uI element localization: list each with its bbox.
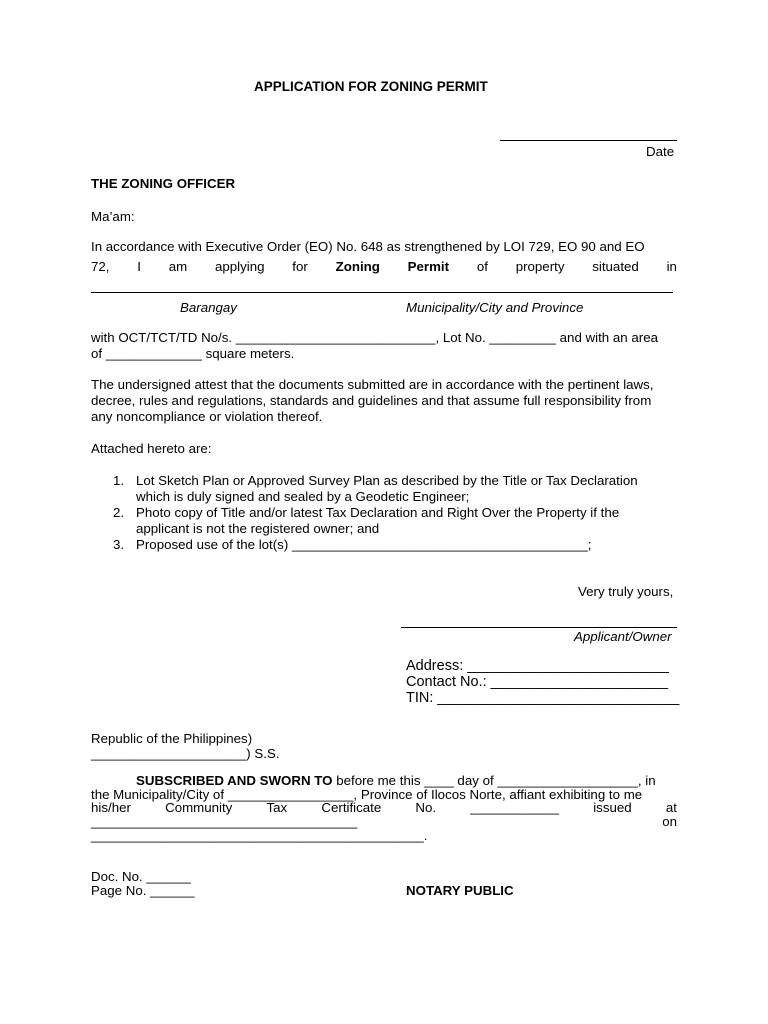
- word: Community: [165, 800, 233, 815]
- list-item-text: applicant is not the registered owner; and: [136, 521, 380, 536]
- page-no: Page No. ______: [91, 883, 195, 898]
- paragraph-justified-line: [91, 259, 677, 274]
- word: Certificate: [321, 800, 382, 815]
- fill-blank: ____________________________________: [91, 814, 358, 829]
- notary-public: NOTARY PUBLIC: [406, 883, 514, 898]
- word: his/her: [91, 800, 131, 815]
- oct-line: with OCT/TCT/TD No/s. ___________________________, Lot No. _________ and with an area: [91, 330, 658, 345]
- ss-line: _____________________) S.S.: [91, 746, 280, 761]
- contact-no-line: Contact No.: ______________________: [406, 674, 669, 690]
- address-line: Address: _________________________: [406, 658, 669, 674]
- list-number: 3.: [113, 537, 125, 552]
- jurat-line: [136, 773, 656, 788]
- area-line: of _____________ square meters.: [91, 346, 295, 361]
- jurat-line: _____________________________________________.: [91, 828, 428, 843]
- closing: Very truly yours,: [578, 584, 674, 599]
- word: at: [665, 800, 677, 815]
- location-fill-line: [91, 292, 673, 293]
- paragraph-line: In accordance with Executive Order (EO) No. 648 as strengthened by LOI 729, EO 90 and EO: [91, 239, 645, 254]
- word: of: [476, 259, 488, 274]
- word: applying: [214, 259, 265, 274]
- word: property: [515, 259, 565, 274]
- attest-line: The undersigned attest that the documents submitted are in accordance with the pertinent laws,: [91, 377, 654, 392]
- bold-word: Permit: [407, 259, 450, 274]
- word: No.: [415, 800, 437, 815]
- word: I: [137, 259, 141, 274]
- tin-line: TIN: ______________________________: [406, 690, 680, 706]
- bold-word: Zoning: [335, 259, 380, 274]
- date-signature-line: [500, 140, 677, 141]
- addressee: THE ZONING OFFICER: [91, 176, 236, 191]
- municipality-label: Municipality/City and Province: [406, 300, 584, 315]
- signature-line: [401, 627, 677, 628]
- attached-label: Attached hereto are:: [91, 441, 212, 456]
- attest-line: decree, rules and regulations, standards and guidelines and that assume full responsibility from: [91, 393, 652, 408]
- signatory-label: Applicant/Owner: [574, 629, 672, 644]
- republic-line: Republic of the Philippines): [91, 731, 253, 746]
- list-item-text: which is duly signed and sealed by a Geodetic Engineer;: [136, 489, 470, 504]
- page-title: APPLICATION FOR ZONING PERMIT: [254, 79, 488, 94]
- list-item-text: Lot Sketch Plan or Approved Survey Plan as described by the Title or Tax Declaration: [136, 473, 638, 488]
- word: am: [168, 259, 188, 274]
- word: in: [666, 259, 677, 274]
- list-number: 2.: [113, 505, 125, 520]
- word: situated: [592, 259, 639, 274]
- word: issued: [593, 800, 632, 815]
- word: Tax: [266, 800, 288, 815]
- list-number: 1.: [113, 473, 125, 488]
- jurat-line: the Municipality/City of _________________, Province of Ilocos Norte, affiant exhibiting to me: [91, 787, 643, 802]
- word: 72,: [91, 259, 110, 274]
- word: on: [662, 814, 677, 829]
- jurat-text: before me this ____ day of ___________________, in: [332, 773, 656, 788]
- list-item-text: Photo copy of Title and/or latest Tax Declaration and Right Over the Property if the: [136, 505, 620, 520]
- jurat-justified-line: [91, 800, 677, 815]
- word: ____________: [470, 800, 560, 815]
- list-item-text: Proposed use of the lot(s) ________________________________________;: [136, 537, 592, 552]
- doc-no: Doc. No. ______: [91, 869, 191, 884]
- salutation: Ma’am:: [91, 209, 135, 224]
- date-label: Date: [646, 144, 675, 159]
- attest-line: any noncompliance or violation thereof.: [91, 409, 323, 424]
- jurat-bold-lead: SUBSCRIBED AND SWORN TO: [136, 773, 333, 788]
- barangay-label: Barangay: [180, 300, 237, 315]
- jurat-justified-line: [91, 814, 677, 829]
- word: for: [292, 259, 308, 274]
